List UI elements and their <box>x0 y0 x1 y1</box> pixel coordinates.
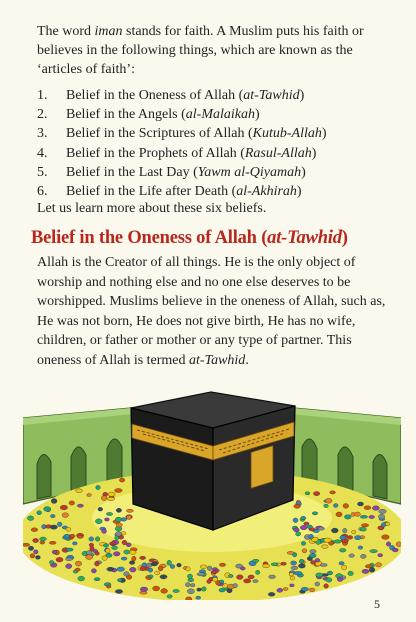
worshipper-dot <box>34 550 39 554</box>
worshipper-dot <box>309 588 315 592</box>
worshipper-dot <box>370 550 378 553</box>
worshipper-dot <box>101 496 107 501</box>
worshipper-dot <box>277 588 283 592</box>
worshipper-dot <box>352 530 356 533</box>
worshipper-dot <box>330 491 336 494</box>
kaaba-illustration <box>23 378 401 600</box>
worshipper-dot <box>140 566 146 570</box>
worshipper-dot <box>167 560 172 565</box>
worshipper-dot <box>301 587 309 591</box>
worshipper-dot <box>207 566 212 571</box>
worshipper-dot <box>378 554 383 557</box>
worshipper-dot <box>160 575 167 579</box>
worshipper-dot <box>50 525 57 529</box>
worshipper-dot <box>348 571 354 575</box>
articles-of-faith-list <box>37 86 389 201</box>
worshipper-dot <box>309 554 316 558</box>
worshipper-dot <box>108 567 114 570</box>
worshipper-dot <box>207 580 212 584</box>
worshipper-dot <box>310 550 316 554</box>
worshipper-dot <box>126 509 133 512</box>
worshipper-dot <box>378 514 384 519</box>
list-term: Kutub-Allah <box>252 126 322 142</box>
worshipper-dot <box>170 565 175 569</box>
section-body <box>37 253 389 370</box>
worshipper-dot <box>40 541 45 544</box>
worshipper-dot <box>347 536 352 540</box>
worshipper-dot <box>236 564 243 568</box>
worshipper-dot <box>324 504 329 507</box>
worshipper-dot <box>66 558 73 561</box>
worshipper-dot <box>228 574 233 577</box>
worshipper-dot <box>28 546 33 550</box>
worshipper-dot <box>219 563 225 566</box>
worshipper-dot <box>66 527 71 531</box>
worshipper-dot <box>33 538 39 542</box>
worshipper-dot <box>281 562 287 565</box>
worshipper-dot <box>312 512 318 515</box>
worshipper-dot <box>305 492 310 495</box>
worshipper-dot <box>73 542 78 545</box>
worshipper-dot <box>132 556 136 561</box>
worshipper-dot <box>140 556 146 559</box>
worshipper-dot <box>102 556 107 561</box>
list-term: Yawm al-Qiyamah <box>197 164 302 180</box>
worshipper-dot <box>106 548 110 553</box>
worshipper-dot <box>130 550 137 554</box>
worshipper-dot <box>158 566 163 571</box>
worshipper-dot <box>27 516 33 521</box>
worshipper-dot <box>372 506 379 511</box>
worshipper-dot <box>296 532 301 536</box>
worshipper-dot <box>283 588 288 591</box>
worshipper-dot <box>360 554 366 558</box>
worshipper-dot <box>76 489 83 493</box>
worshipper-dot <box>173 589 180 592</box>
worshipper-dot <box>96 485 101 489</box>
worshipper-dot <box>324 584 329 589</box>
worshipper-dot <box>396 542 401 547</box>
worshipper-dot <box>30 554 35 558</box>
closing-sentence: Let us learn more about these six beliefs. <box>37 201 267 216</box>
worshipper-dot <box>269 575 276 579</box>
worshipper-dot <box>94 578 100 581</box>
worshipper-dot <box>289 573 293 577</box>
worshipper-dot <box>325 498 332 503</box>
worshipper-dot <box>89 537 94 541</box>
worshipper-dot <box>197 588 202 591</box>
worshipper-dot <box>253 580 258 583</box>
worshipper-dot <box>201 587 206 591</box>
worshipper-dot <box>354 536 361 540</box>
worshipper-dot <box>161 589 168 594</box>
worshipper-dot <box>86 555 93 560</box>
worshipper-dot <box>339 562 344 565</box>
worshipper-dot <box>369 515 375 518</box>
list-item <box>37 105 389 124</box>
worshipper-dot <box>362 569 369 573</box>
worshipper-dot <box>313 492 319 496</box>
worshipper-dot <box>78 576 85 581</box>
worshipper-dot <box>293 518 298 523</box>
worshipper-dot <box>91 569 96 573</box>
worshipper-dot <box>299 559 304 563</box>
worshipper-dot <box>186 567 190 571</box>
list-text: Belief in the Oneness of Allah ( <box>66 88 244 103</box>
list-close: ) <box>254 107 260 123</box>
worshipper-dot <box>365 565 372 568</box>
worshipper-dot <box>294 504 301 508</box>
worshipper-dot <box>106 585 111 588</box>
worshipper-dot <box>315 582 320 586</box>
list-item <box>37 86 389 105</box>
list-item <box>37 124 389 143</box>
intro-term: iman <box>94 24 123 39</box>
worshipper-dot <box>31 528 38 532</box>
list-text: Belief in the Last Day ( <box>66 164 198 180</box>
worshipper-dot <box>44 507 51 512</box>
worshipper-dot <box>301 541 305 545</box>
worshipper-dot <box>381 523 385 528</box>
worshipper-dot <box>343 504 349 509</box>
worshipper-dot <box>124 550 130 554</box>
worshipper-dot <box>339 549 346 553</box>
worshipper-dot <box>185 583 190 587</box>
list-close: ) <box>296 184 302 200</box>
worshipper-dot <box>302 549 307 553</box>
list-close: ) <box>299 88 305 103</box>
worshipper-dot <box>167 595 172 599</box>
worshipper-dot <box>116 523 122 527</box>
worshipper-dot <box>57 522 62 526</box>
worshipper-dot <box>301 516 306 519</box>
list-item <box>37 163 389 182</box>
worshipper-dot <box>392 548 398 552</box>
worshipper-dot <box>112 546 118 550</box>
worshipper-dot <box>334 540 342 543</box>
worshipper-dot <box>320 564 327 567</box>
worshipper-dot <box>49 561 53 565</box>
worshipper-dot <box>358 546 363 549</box>
worshipper-dot <box>140 587 148 592</box>
worshipper-dot <box>121 557 127 560</box>
worshipper-dot <box>287 551 294 554</box>
worshipper-dot <box>148 568 153 572</box>
worshipper-dot <box>360 515 367 518</box>
heading-close: ) <box>341 228 348 248</box>
heading-term: at-Tawhid <box>267 228 342 248</box>
worshipper-dot <box>108 492 115 496</box>
worshipper-dot <box>199 570 205 573</box>
page-number: 5 <box>374 597 380 611</box>
worshipper-dot <box>66 548 73 551</box>
worshipper-dot <box>307 525 312 529</box>
worshipper-dot <box>361 524 368 527</box>
worshipper-dot <box>188 578 194 582</box>
list-close: ) <box>301 164 306 180</box>
worshipper-dot <box>126 515 131 519</box>
worshipper-dot <box>187 589 194 594</box>
worshipper-dot <box>56 557 63 562</box>
worshipper-dot <box>298 564 305 568</box>
worshipper-dot <box>187 574 192 578</box>
list-text: Belief in the Life after Death ( <box>66 184 237 200</box>
worshipper-dot <box>337 577 343 582</box>
worshipper-dot <box>290 576 295 580</box>
worshipper-dot <box>211 570 218 573</box>
worshipper-dot <box>379 509 387 513</box>
worshipper-dot <box>37 511 42 515</box>
list-number: 6. <box>37 184 48 200</box>
list-close: ) <box>321 126 327 142</box>
body-end: . <box>245 352 249 368</box>
worshipper-dot <box>116 508 121 512</box>
worshipper-dot <box>95 561 100 566</box>
list-number: 2. <box>37 107 48 123</box>
worshipper-dot <box>333 504 338 508</box>
worshipper-dot <box>95 537 100 542</box>
worshipper-dot <box>23 543 30 546</box>
worshipper-dot <box>60 505 67 510</box>
worshipper-dot <box>35 556 40 560</box>
worshipper-dot <box>90 546 94 551</box>
worshipper-dot <box>200 565 207 569</box>
list-term: al-Malaikah <box>185 107 255 123</box>
worshipper-dot <box>98 507 103 511</box>
worshipper-dot <box>212 577 217 581</box>
worshipper-dot <box>375 563 381 567</box>
crowd-pattern <box>23 378 401 600</box>
worshipper-dot <box>219 588 225 592</box>
intro-text: The word <box>37 24 95 39</box>
worshipper-dot <box>196 596 201 599</box>
worshipper-dot <box>117 567 125 571</box>
worshipper-dot <box>364 506 371 510</box>
worshipper-dot <box>153 586 160 591</box>
worshipper-dot <box>191 584 195 587</box>
worshipper-dot <box>263 564 270 568</box>
worshipper-dot <box>102 529 107 534</box>
worshipper-dot <box>50 514 55 517</box>
intro-paragraph <box>37 22 389 79</box>
worshipper-dot <box>344 515 351 519</box>
worshipper-dot <box>237 575 244 580</box>
body-term: at-Tawhid <box>189 352 246 368</box>
worshipper-dot <box>95 552 99 555</box>
list-close: ) <box>311 145 317 161</box>
worshipper-dot <box>75 568 80 571</box>
worshipper-dot <box>62 513 69 518</box>
worshipper-dot <box>248 575 254 579</box>
worshipper-dot <box>77 504 83 507</box>
worshipper-dot <box>342 565 347 570</box>
worshipper-dot <box>382 535 390 540</box>
worshipper-dot <box>300 525 307 529</box>
worshipper-dot <box>105 518 110 521</box>
worshipper-dot <box>324 538 332 542</box>
heading-text: Belief in the Oneness of Allah ( <box>31 228 268 248</box>
worshipper-dot <box>113 552 120 556</box>
worshipper-dot <box>126 543 131 547</box>
worshipper-dot <box>360 527 366 531</box>
worshipper-dot <box>316 573 323 577</box>
worshipper-dot <box>304 522 309 525</box>
worshipper-dot <box>253 559 259 562</box>
list-number: 5. <box>37 164 48 180</box>
worshipper-dot <box>115 489 123 493</box>
list-number: 3. <box>37 126 48 142</box>
worshipper-dot <box>124 572 130 577</box>
worshipper-dot <box>130 567 137 572</box>
worshipper-dot <box>121 518 127 522</box>
worshipper-dot <box>219 580 223 583</box>
list-item <box>37 144 389 163</box>
worshipper-dot <box>349 554 355 558</box>
worshipper-dot <box>52 550 57 554</box>
worshipper-dot <box>336 512 342 517</box>
worshipper-dot <box>326 578 332 583</box>
list-term: at-Tawhid <box>243 88 300 103</box>
worshipper-dot <box>40 537 47 541</box>
worshipper-dot <box>177 563 182 567</box>
list-text: Belief in the Prophets of Allah ( <box>66 145 245 161</box>
worshipper-dot <box>309 534 314 539</box>
worshipper-dot <box>119 478 124 482</box>
worshipper-dot <box>51 499 57 504</box>
worshipper-dot <box>151 562 158 566</box>
worshipper-dot <box>294 571 302 575</box>
worshipper-dot <box>331 528 338 533</box>
worshipper-dot <box>106 512 112 515</box>
section-heading <box>31 228 348 249</box>
list-number: 4. <box>37 145 48 161</box>
list-number: 1. <box>37 88 48 103</box>
worshipper-dot <box>340 536 346 540</box>
worshipper-dot <box>49 541 56 544</box>
worshipper-dot <box>107 497 114 500</box>
worshipper-dot <box>369 568 375 573</box>
worshipper-dot <box>386 542 391 546</box>
worshipper-dot <box>66 564 72 569</box>
worshipper-dot <box>293 528 299 532</box>
worshipper-dot <box>291 566 298 570</box>
worshipper-dot <box>69 501 75 505</box>
worshipper-dot <box>115 590 122 594</box>
worshipper-dot <box>233 584 238 588</box>
worshipper-dot <box>315 558 320 562</box>
worshipper-dot <box>355 512 361 516</box>
list-text: Belief in the Angels ( <box>66 107 186 123</box>
worshipper-dot <box>290 584 295 587</box>
worshipper-dot <box>70 534 75 537</box>
worshipper-dot <box>104 544 109 548</box>
worshipper-dot <box>244 579 251 583</box>
worshipper-dot <box>87 494 92 497</box>
worshipper-dot <box>148 575 153 578</box>
list-term: Rasul-Allah <box>244 145 312 161</box>
worshipper-dot <box>321 545 328 549</box>
worshipper-dot <box>186 597 192 600</box>
worshipper-dot <box>343 528 347 533</box>
worshipper-dot <box>327 571 332 575</box>
list-term: al-Akhirah <box>236 184 297 200</box>
worshipper-dot <box>77 535 83 538</box>
worshipper-dot <box>64 534 70 538</box>
worshipper-dot <box>95 519 102 524</box>
worshipper-dot <box>268 592 275 596</box>
worshipper-dot <box>271 563 278 566</box>
worshipper-dot <box>110 542 116 545</box>
worshipper-dot <box>115 532 121 537</box>
worshipper-dot <box>197 573 205 576</box>
intro-text-continued: stands for faith. A Muslim puts his faith or believes in the following things, which are known as the ‘articles of faith’: <box>37 24 364 77</box>
worshipper-dot <box>75 561 81 566</box>
worshipper-dot <box>291 561 297 565</box>
body-text: Allah is the Creator of all things. He is the only object of worship and nothing else and no one else deserves to be worshipped. Muslims believe in the oneness of Allah, such as, He was not born, He does not give birth, He has no wife, children, or father or mother or any type of partner. This oneness of Allah is termed <box>37 255 386 368</box>
worshipper-dot <box>118 579 123 582</box>
worshipper-dot <box>357 502 363 506</box>
worshipper-dot <box>155 571 160 575</box>
worshipper-dot <box>256 570 260 574</box>
list-text: Belief in the Scriptures of Allah ( <box>66 126 253 142</box>
